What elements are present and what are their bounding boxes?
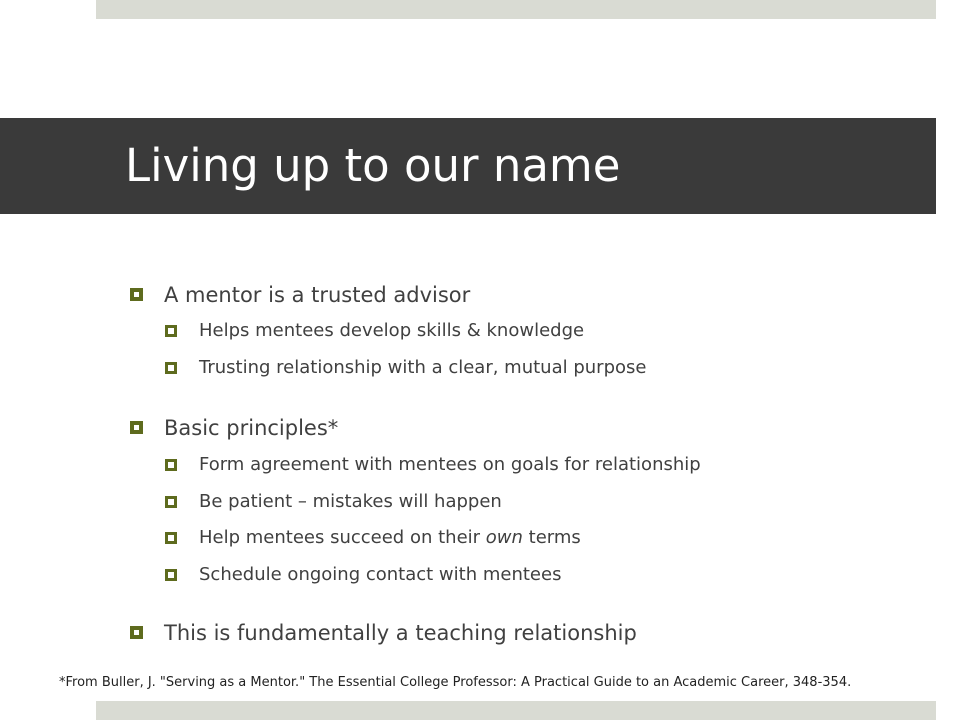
square-bullet-icon — [165, 459, 177, 471]
bullet-text: Basic principles* — [164, 416, 339, 440]
bullet-text: This is fundamentally a teaching relationship — [164, 621, 637, 645]
square-bullet-icon — [165, 325, 177, 337]
sub-bullet-text: Be patient – mistakes will happen — [199, 491, 502, 512]
bottom-decorative-band — [96, 701, 936, 720]
bullet-text: A mentor is a trusted advisor — [164, 283, 471, 307]
sub-bullet-text: Form agreement with mentees on goals for relationship — [199, 454, 701, 475]
square-bullet-icon — [130, 421, 143, 434]
square-bullet-icon — [130, 626, 143, 639]
sub-bullet-text-start: Help mentees succeed on their — [199, 527, 481, 548]
sub-bullet-text-end: terms — [528, 527, 581, 548]
square-bullet-icon — [165, 532, 177, 544]
square-bullet-icon — [165, 569, 177, 581]
square-bullet-icon — [165, 496, 177, 508]
sub-bullet-text: Helps mentees develop skills & knowledge — [199, 320, 585, 341]
square-bullet-icon — [130, 288, 143, 301]
sub-bullet-text: Trusting relationship with a clear, mutual purpose — [199, 357, 647, 378]
citation-footnote: *From Buller, J. "Serving as a Mentor." The Essential College Professor: A Practical Guide to an Academic Career, 348-354. — [59, 675, 852, 690]
emphasis-own: own — [485, 527, 523, 548]
square-bullet-icon — [165, 362, 177, 374]
sub-bullet-text — [199, 526, 581, 550]
sub-bullet-text: Schedule ongoing contact with mentees — [199, 564, 562, 585]
slide-title: Living up to our name — [125, 139, 621, 192]
